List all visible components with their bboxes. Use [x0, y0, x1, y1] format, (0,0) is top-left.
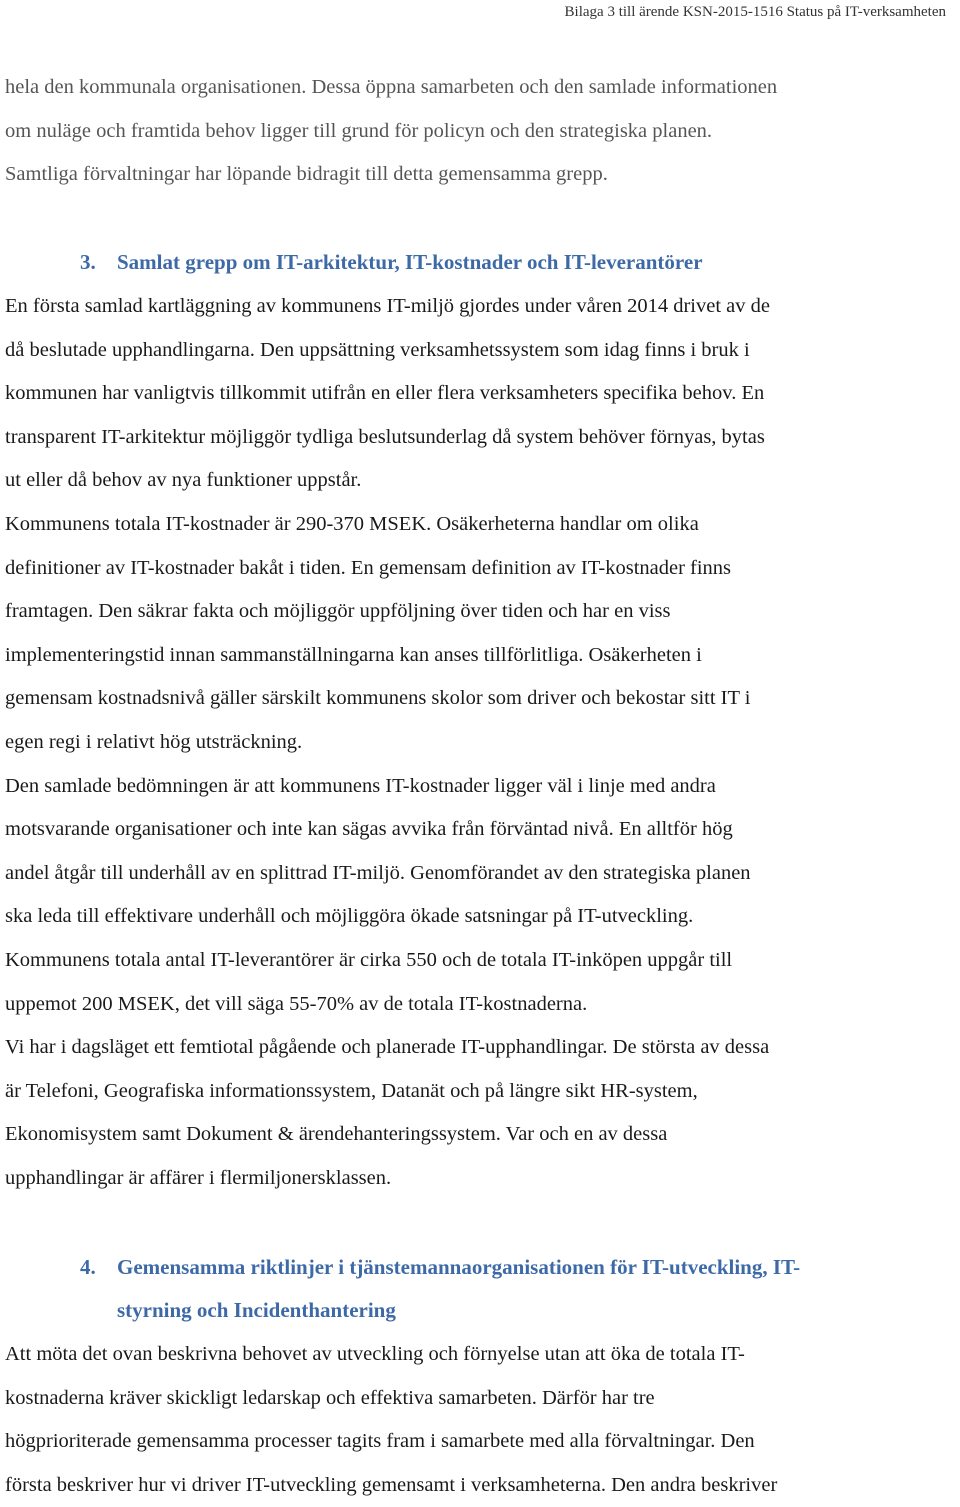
text-line: Ekonomisystem samt Dokument & ärendehanteringssystem. Var och en av dessa	[5, 1123, 668, 1146]
text-line: första beskriver hur vi driver IT-utveckling gemensamt i verksamheterna. Den andra beskriver	[5, 1473, 778, 1496]
text-line: då beslutade upphandlingarna. Den uppsättning verksamhetssystem som idag finns i bruk i	[5, 338, 750, 361]
text-line: Att möta det ovan beskrivna behovet av utveckling och förnyelse utan att öka de totala IT-	[5, 1343, 745, 1365]
text-line: Vi har i dagsläget ett femtiotal pågående och planerade IT-upphandlingar. De största av dessa	[5, 1036, 770, 1059]
text-line: ut eller då behov av nya funktioner uppstår.	[5, 469, 362, 492]
running-header: Bilaga 3 till ärende KSN-2015-1516 Status på IT-verksamheten	[564, 4, 946, 20]
text-line: Den samlade bedömningen är att kommunens IT-kostnader ligger väl i linje med andra	[5, 774, 716, 797]
intro-paragraph	[5, 66, 952, 197]
text-line: En första samlad kartläggning av kommunens IT-miljö gjordes under våren 2014 drivet av de	[5, 295, 770, 317]
section-number: 4.	[80, 1255, 96, 1279]
text-line: om nuläge och framtida behov ligger till grund för policyn och den strategiska planen.	[5, 119, 713, 142]
text-line: Samtliga förvaltningar har löpande bidragit till detta gemensamma grepp.	[5, 163, 608, 186]
text-line: uppemot 200 MSEK, det vill säga 55-70% av de totala IT-kostnaderna.	[5, 992, 588, 1015]
text-line: Kommunens totala IT-kostnader är 290-370 MSEK. Osäkerheterna handlar om olika	[5, 512, 699, 535]
section-4-heading-continued: styrning och Incidenthantering	[117, 1298, 396, 1322]
text-line: kommunen har vanligtvis tillkommit utifrån en eller flera verksamheters specifika behov. En	[5, 382, 765, 405]
text-line: ska leda till effektivare underhåll och möjliggöra ökade satsningar på IT-utveckling.	[5, 905, 694, 928]
text-line: egen regi i relativt hög utsträckning.	[5, 730, 303, 753]
section-4-heading	[80, 1246, 800, 1290]
section-4-body	[5, 1333, 952, 1507]
text-line: hela den kommunala organisationen. Dessa öppna samarbeten och den samlade informationen	[5, 76, 778, 98]
text-line: implementeringstid innan sammanställningarna kan anses tillförlitliga. Osäkerheten i	[5, 643, 702, 666]
text-line: upphandlingar är affärer i flermiljonersklassen.	[5, 1166, 392, 1189]
text-line: är Telefoni, Geografiska informationssystem, Datanät och på längre sikt HR-system,	[5, 1079, 698, 1102]
text-line: gemensam kostnadsnivå gäller särskilt kommunens skolor som driver och bekostar sitt IT i	[5, 687, 751, 710]
text-line: transparent IT-arkitektur möjliggör tydliga beslutsunderlag då system behöver förnyas, bytas	[5, 425, 765, 448]
section-title: Gemensamma riktlinjer i tjänstemannaorganisationen för IT-utveckling, IT-	[117, 1255, 801, 1279]
text-line: motsvarande organisationer och inte kan sägas avvika från förväntad nivå. En alltför hög	[5, 818, 733, 841]
text-line: framtagen. Den säkrar fakta och möjliggör uppföljning över tiden och har en viss	[5, 600, 671, 623]
text-line: andel åtgår till underhåll av en splittrad IT-miljö. Genomförandet av den strategiska planen	[5, 861, 751, 884]
section-3-body	[5, 285, 952, 1200]
section-3-heading	[80, 241, 703, 285]
text-line: kostnaderna kräver skickligt ledarskap och effektiva samarbeten. Därför har tre	[5, 1386, 655, 1409]
section-number: 3.	[80, 250, 96, 274]
section-title: Samlat grepp om IT-arkitektur, IT-kostnader och IT-leverantörer	[117, 250, 703, 274]
text-line: Kommunens totala antal IT-leverantörer är cirka 550 och de totala IT-inköpen uppgår till	[5, 948, 733, 971]
text-line: definitioner av IT-kostnader bakåt i tiden. En gemensam definition av IT-kostnader finns	[5, 556, 732, 579]
text-line: högprioriterade gemensamma processer tagits fram i samarbete med alla förvaltningar. Den	[5, 1430, 755, 1453]
